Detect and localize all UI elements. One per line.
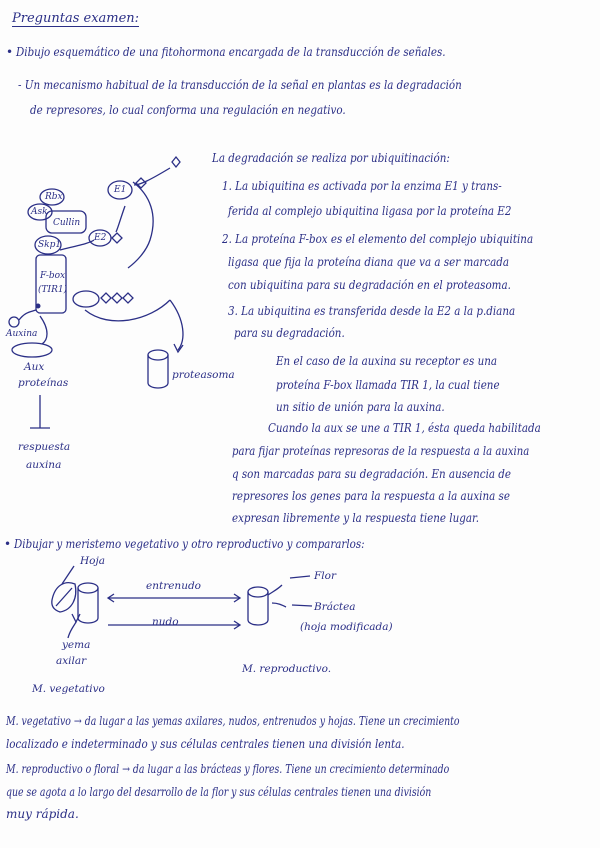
aux-para-line8: expresan libremente y la respuesta tiene lugar. <box>232 511 480 525</box>
aux-proteinas-label-1: Aux <box>24 361 45 373</box>
hoja-modificada-label: (hoja modificada) <box>300 621 393 633</box>
compare-line2: localizado e indeterminado y sus células centrales tienen una división lenta. <box>6 737 405 751</box>
yema-label-1: yema <box>62 639 91 651</box>
compare-line3: M. reproductivo o floral → da lugar a las brácteas y flores. Tiene un crecimiento determinado <box>6 762 450 776</box>
page-title: Preguntas examen: <box>12 11 140 26</box>
nudo-label: nudo <box>152 616 179 628</box>
auxina-label: Auxina <box>6 329 38 339</box>
ask-label: Ask <box>31 207 48 217</box>
q1-question: Dibujo esquemático de una fitohormona encargada de la transducción de señales. <box>16 45 446 59</box>
step2-line2: ligasa que fija la proteína diana que va a ser marcada <box>228 255 510 269</box>
step1-line2: ferida al complejo ubiquitina ligasa por la proteína E2 <box>228 204 512 218</box>
fbox-label: F-box <box>40 271 66 281</box>
proteasoma-label: proteasoma <box>172 369 235 381</box>
yema-label-2: axilar <box>56 655 87 667</box>
compare-line1: M. vegetativo → da lugar a las yemas axilares, nudos, entrenudos y hojas. Tiene un crecimiento <box>6 714 460 728</box>
e1-label: E1 <box>114 185 127 195</box>
entrenudo-label: entrenudo <box>146 580 201 592</box>
m-reproductivo-label: M. reproductivo. <box>242 663 332 675</box>
aux-para-line4: Cuando la aux se une a TIR 1, ésta queda habilitada <box>268 421 541 435</box>
step1-line1: 1. La ubiquitina es activada por la enzima E1 y trans- <box>222 179 502 193</box>
bractea-label: Bráctea <box>314 601 356 613</box>
step3-line2: para su degradación. <box>234 326 345 340</box>
aux-para-line1: En el caso de la auxina su receptor es una <box>276 354 498 368</box>
cullin-label: Cullin <box>53 218 81 228</box>
m-vegetativo-label: M. vegetativo <box>32 683 105 695</box>
respuesta-label-1: respuesta <box>18 441 71 453</box>
rbx-label: Rbx <box>45 192 63 202</box>
rep-meristem-top <box>248 587 268 597</box>
step2-line1: 2. La proteína F-box es el elemento del complejo ubiquitina <box>222 232 534 246</box>
tir1-label: (TIR1) <box>38 285 68 295</box>
veg-meristem-top <box>78 583 98 593</box>
aux-para-line7: represores los genes para la respuesta a la auxina se <box>232 489 510 503</box>
aux-para-line2: proteína F-box llamada TIR 1, la cual tiene <box>276 378 500 392</box>
skp1-label: Skp1 <box>38 240 62 250</box>
q1-intro-line2: de represores, lo cual conforma una regulación en negativo. <box>30 103 346 117</box>
aux-para-line6: q son marcadas para su degradación. En ausencia de <box>232 467 512 481</box>
step3-line1: 3. La ubiquitina es transferida desde la E2 a la p.diana <box>228 304 516 318</box>
compare-line4: que se agota a lo largo del desarrollo de la flor y sus células centrales tienen una división <box>6 785 432 799</box>
flor-label: Flor <box>314 570 336 582</box>
step2-line3: con ubiquitina para su degradación en el proteasoma. <box>228 278 511 292</box>
q1-intro-line1: - Un mecanismo habitual de la transducción de la señal en plantas es la degradación <box>18 78 462 92</box>
e2-label: E2 <box>94 233 107 243</box>
q2-question: Dibujar y meristemo vegetativo y otro reproductivo y compararlos: <box>14 537 365 551</box>
steps-heading: La degradación se realiza por ubiquitinación: <box>212 151 450 165</box>
hoja-label: Hoja <box>80 555 105 567</box>
q2-bullet: • <box>4 537 12 551</box>
aux-para-line3: un sitio de unión para la auxina. <box>276 400 445 414</box>
compare-line5: muy rápida. <box>6 807 79 821</box>
respuesta-label-2: auxina <box>26 459 62 471</box>
aux-para-line5: para fijar proteínas represoras de la respuesta a la auxina <box>232 444 530 458</box>
aux-proteinas-label-2: proteínas <box>18 377 69 389</box>
q1-bullet: • <box>6 45 14 59</box>
